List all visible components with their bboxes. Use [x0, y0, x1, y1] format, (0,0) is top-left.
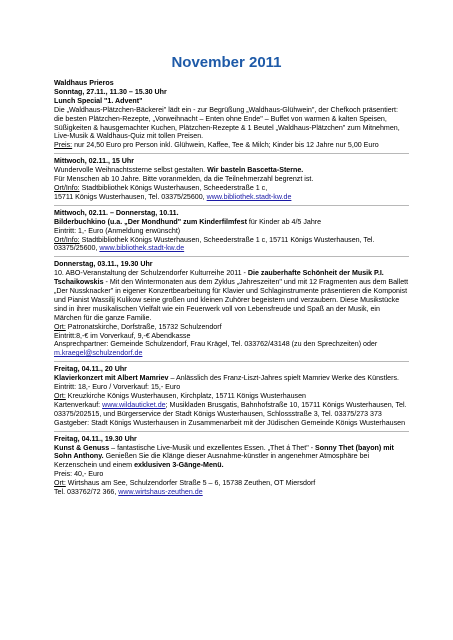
ort-label: Ort:: [54, 392, 66, 400]
event-title: Klavierkonzert mit Albert Mamriev: [54, 374, 169, 383]
event-entry: [54, 260, 409, 362]
info-label: Ort/Info:: [54, 183, 80, 192]
event-description: – fantastische Live-Musik und exzellentes Essen. „Thet á Thet" -: [109, 443, 316, 452]
event-entry: [54, 157, 409, 206]
event-date: Mittwoch, 02.11., 15 Uhr: [54, 157, 135, 166]
page-title: November 2011: [171, 54, 282, 71]
host-text: Gastgeber: Stadt Königs Wusterhausen in Zusammenarbeit mit der Jüdischen Gemeinde Königs Wusterhausen: [54, 418, 406, 427]
event-entry: [54, 79, 409, 154]
event-note: Für Menschen ab 10 Jahre. Bitte voranmelden, da die Teilnehmerzahl begrenzt ist.: [54, 175, 314, 184]
price-label: Preis:: [54, 141, 73, 150]
info-text: Stadtbibliothek Königs Wusterhausen, Scheederstraße 1 c, 15711 Königs Wusterhausen, Tel. 03375/25600,: [54, 235, 375, 253]
event-venue: Waldhaus Prieros: [54, 79, 114, 87]
ort-label: Ort:: [54, 322, 66, 331]
event-description: Wundervolle Weihnachtssterne selbst gestalten.: [54, 166, 208, 175]
event-entry: [54, 209, 409, 258]
event-menu: exklusiven 3-Gänge-Menü.: [134, 461, 224, 470]
info-text-2: 15711 Königs Wusterhausen, Tel. 03375/25600,: [54, 192, 207, 201]
event-date: Mittwoch, 02.11. – Donnerstag, 10.11.: [54, 208, 179, 217]
event-admission: Eintritt:8,-€ im Vorverkauf, 9,-€ Abendkasse: [54, 331, 191, 340]
event-date: Sonntag, 27.11., 11.30 – 15.30 Uhr: [54, 87, 167, 96]
event-price: Preis: 40,- Euro: [54, 470, 104, 479]
event-admission: Eintritt: 18,- Euro / Vorverkauf: 15,- Euro: [54, 383, 181, 392]
event-entry: [54, 365, 409, 431]
event-date: Donnerstag, 03.11., 19.30 Uhr: [54, 260, 153, 269]
event-title: Bilderbuchkino (u.a. „Der Mondhund" zum Kinderfilmfest: [54, 217, 247, 226]
email-link[interactable]: m.kraegel@schulzendorf.de: [54, 349, 143, 358]
event-description-2: Genießen Sie die Klänge dieser Ausnahme-künstler in angenehmer Atmosphäre bei Kerzenschein und einem: [54, 452, 370, 470]
phone-text: Tel. 033762/72 366,: [54, 488, 119, 497]
event-date: Freitag, 04.11., 20 Uhr: [54, 365, 127, 374]
library-link[interactable]: www.bibliothek.stadt-kw.de: [206, 192, 292, 201]
event-audience: für Kinder ab 4/5 Jahre: [246, 217, 322, 226]
library-link[interactable]: www.bibliothek.stadt-kw.de: [99, 244, 185, 253]
ticket-link[interactable]: www.wildauticket.de: [102, 400, 166, 409]
event-intro: 10. ABO-Veranstaltung der Schulzendorfer Kulturreihe 2011 -: [54, 269, 248, 278]
ort-text: Kreuzkirche Königs Wusterhausen, Kirchplatz, 15711 Königs Wusterhausen: [65, 392, 306, 400]
event-title: Kunst & Genuss: [54, 443, 110, 452]
ort-text: Wirtshaus am See, Schulzendorfer Straße 5 – 6, 15738 Zeuthen, OT Miersdorf: [65, 479, 316, 488]
contact-text: Ansprechpartner: Gemeinde Schulzendorf, Frau Krägel, Tel. 033762/43148 (zu den Sprechzeiten) oder: [54, 340, 378, 349]
ort-text: Patronatskirche, Dorfstraße, 15732 Schulzendorf: [65, 322, 222, 331]
price-text: nur 24,50 Euro pro Person inkl. Glühwein, Kaffee, Tee & Milch; Kinder bis 12 Jahre nur 5,00 Euro: [72, 141, 379, 150]
tickets-text: ; Musikladen Brusgatis, Bahnhofstraße 10, 15711 Königs Wusterhausen, Tel. 03375/202515, und Bürgerservice der Stadt Königs Wusterhausen, Schlossstraße 3, Tel. 03375/273 373: [54, 400, 407, 418]
event-highlight: Wir basteln Bascetta-Sterne.: [207, 166, 304, 175]
event-description: - Mit den Wintermonaten aus dem Zyklus „Jahreszeiten" und mit 12 Fragmenten aus dem Ballett „Der Nussknacker" in eigener Konzertbearbeitung für Klavier und Schlaginstrumente präsentieren die Komponist und Pianist Wassilij Kulikow seine großen und kleinen Zuhörer begeistern und verzaubern. Diese Musikstücke sind in ihrer musikalischen Vielfalt wie ein Feuerwerk voll von Lebensfreude und Spaß an der Musik, ein Märchen für die ganze Familie.: [54, 278, 409, 322]
ort-label: Ort:: [54, 479, 66, 488]
event-admission: Eintritt: 1,- Euro (Anmeldung erwünscht): [54, 226, 181, 235]
event-description: Die „Waldhaus-Plätzchen-Bäckerei" lädt ein - zur Begrüßung „Waldhaus-Glühwein", der Chefkoch präsentiert: die besten Plätzchen-Rezepte, „Vorweihnacht – Enten ohne Ende" – Buffet von warmen & kalten Speisen, Süßigkeiten & hausgemachter Kuchen, Plätzchen-Rezepte & 1 Beutel „Waldhaus-Plätzchen" zum Mitnehmen, Live-Musik & Waldhaus-Quiz mit tollen Preisen.: [54, 105, 400, 141]
event-artist: Sonny Thet (bayon) mit Sohn Anthony.: [54, 443, 394, 461]
event-date: Freitag, 04.11., 19.30 Uhr: [54, 434, 137, 443]
event-entry: [54, 435, 409, 500]
restaurant-link[interactable]: www.wirtshaus-zeuthen.de: [118, 488, 203, 497]
info-text: Stadtbibliothek Königs Wusterhausen, Scheederstraße 1 c,: [79, 183, 268, 192]
event-description: – Anlässlich des Franz-Liszt-Jahres spielt Mamriev Werke des Künstlers.: [168, 374, 399, 383]
info-label: Ort/Info:: [54, 235, 80, 244]
event-title: Die zauberhafte Schönheit der Musik P.I. Tschaikowskis: [54, 269, 384, 287]
event-list: [54, 79, 409, 503]
tickets-label: Kartenverkauf:: [54, 400, 103, 409]
event-title: Lunch Special "1. Advent": [54, 96, 143, 105]
